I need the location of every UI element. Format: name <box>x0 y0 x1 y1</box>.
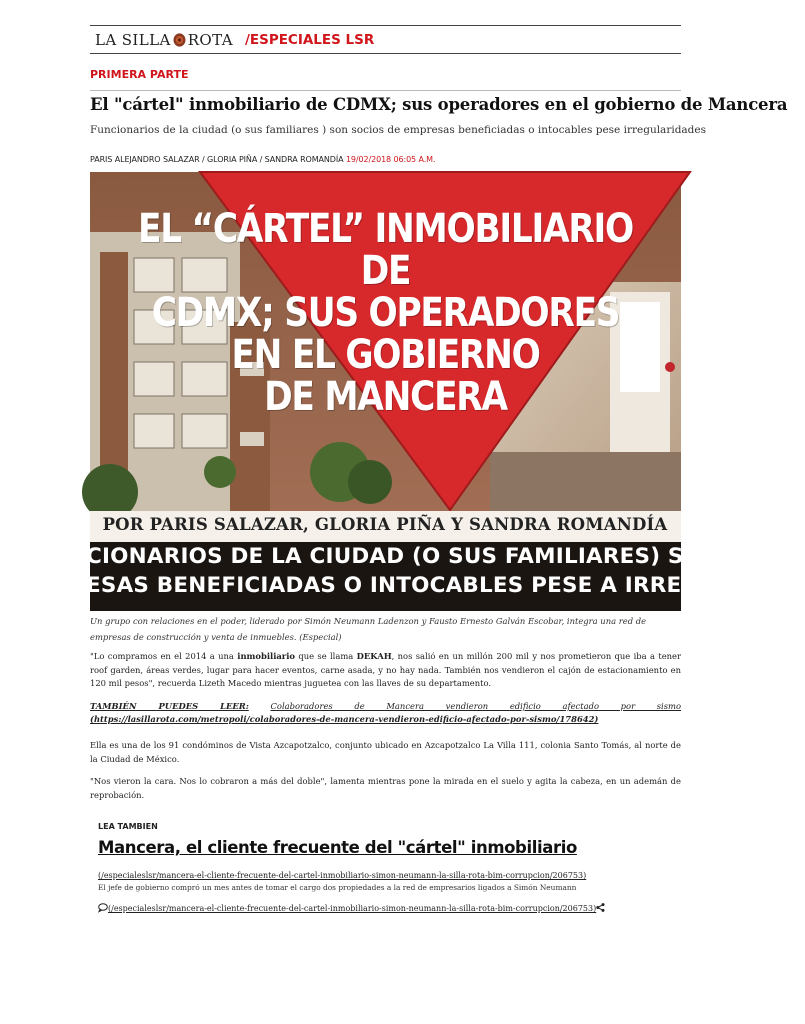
also-read-url[interactable]: (https://lasillarota.com/metropoli/colaboradores-de-mancera-vendieron-edificio-afectado-por-sismo/178642) <box>90 714 599 724</box>
hero-byline: POR PARIS SALAZAR, GLORIA PIÑA Y SANDRA ROMANDÍA <box>102 515 668 534</box>
also-read-label: TAMBIÉN PUEDES LEER: <box>90 701 249 711</box>
paragraph-1 <box>90 650 681 691</box>
section-link[interactable]: /ESPECIALES LSR <box>244 32 375 48</box>
hero-title-line: DE MANCERA <box>264 374 507 420</box>
byline <box>90 155 435 164</box>
paragraph-2: Ella es una de los 91 condóminos de Vista Azcapotzalco, conjunto ubicado en Azcapotzalco La Villa 111, colonia Santo Tomás, al norte de la Ciudad de México. <box>90 740 681 764</box>
hero-image <box>86 172 805 611</box>
headline: El "cártel" inmobiliario de CDMX; sus operadores en el gobierno de Mancera <box>90 95 788 114</box>
comment-icon[interactable] <box>98 903 108 914</box>
related-description: El jefe de gobierno compró un mes antes de tomar el cargo dos propiedades a la red de empresarios ligados a Simón Neumann <box>98 883 577 892</box>
related-title-link[interactable]: Mancera, el cliente frecuente del "cártel" inmobiliario <box>98 838 577 857</box>
related-comments <box>98 903 605 914</box>
site-logo[interactable] <box>95 31 233 49</box>
image-caption: Un grupo con relaciones en el poder, liderado por Simón Neumann Ladenzon y Fausto Ernesto Galván Escobar, integra una red de empresas de construcción y venta de inmuebles. (Especial) <box>90 616 647 642</box>
paragraph-3: "Nos vieron la cara. Nos lo cobraron a más del doble", lamenta mientras pone la mirada en el suelo y agita la cabeza, en un ademán de reprobación. <box>90 776 681 800</box>
masthead <box>95 31 374 49</box>
hero-dark-line: ESAS BENEFICIADAS O INTOCABLES PESE A IRREGULARI <box>86 573 773 598</box>
logo-text-right: ROTA <box>187 31 233 49</box>
related-url[interactable]: (/especialeslsr/mancera-el-cliente-frecuente-del-cartel-inmobiliario-simon-neumann-la-silla-rota-bim-corrupcion/206753) <box>98 871 587 880</box>
hero-title-line: EN EL GOBIERNO <box>231 332 540 378</box>
seal-icon <box>173 33 186 47</box>
text: , nos salió en un millón 200 mil y nos prometieron que iba a tener roof garden, áreas verdes, lugar para hacer eventos, carne asada, y no hay nada. También nos vendieron el cajón de estacionamiento en 120 mil pesos", recuerda Lizeth Macedo mientras juguetea con las llaves de su departamento. <box>90 651 682 688</box>
hero-title-line: EL “CÁRTEL” INMOBILIARIO DE <box>137 206 634 294</box>
hero-title <box>131 208 639 418</box>
header-rule <box>90 53 681 54</box>
also-read <box>90 700 681 714</box>
hero-dark-line: CIONARIOS DE LA CIUDAD (O SUS FAMILIARES) SON SOCIO <box>86 544 805 569</box>
kicker-rule <box>90 90 681 91</box>
text: que se llama <box>295 651 357 661</box>
publish-date: 19/02/2018 06:05 A.M. <box>345 155 436 164</box>
bold-text: DEKAH <box>356 651 392 661</box>
top-rule <box>90 25 681 26</box>
related-label: LEA TAMBIEN <box>98 822 158 831</box>
bold-text: inmobiliario <box>237 651 295 661</box>
hero-title-line: CDMX; SUS OPERADORES <box>151 290 620 336</box>
comments-link[interactable]: (/especialeslsr/mancera-el-cliente-frecuente-del-cartel-inmobiliario-simon-neumann-la-silla-rota-bim-corrupcion/206753) <box>108 904 597 913</box>
authors: PARIS ALEJANDRO SALAZAR / GLORIA PIÑA / SANDRA ROMANDÍA <box>90 155 344 164</box>
text: "Lo compramos en el 2014 a una <box>90 651 238 661</box>
kicker: PRIMERA PARTE <box>90 68 189 81</box>
share-icon[interactable] <box>596 903 605 914</box>
logo-text-left: LA SILLA <box>95 31 171 49</box>
subhead: Funcionarios de la ciudad (o sus familiares ) son socios de empresas beneficiadas o intocables pese irregularidades <box>90 124 707 136</box>
also-read-link[interactable]: Colaboradores de Mancera vendieron edificio afectado por sismo <box>270 701 682 711</box>
